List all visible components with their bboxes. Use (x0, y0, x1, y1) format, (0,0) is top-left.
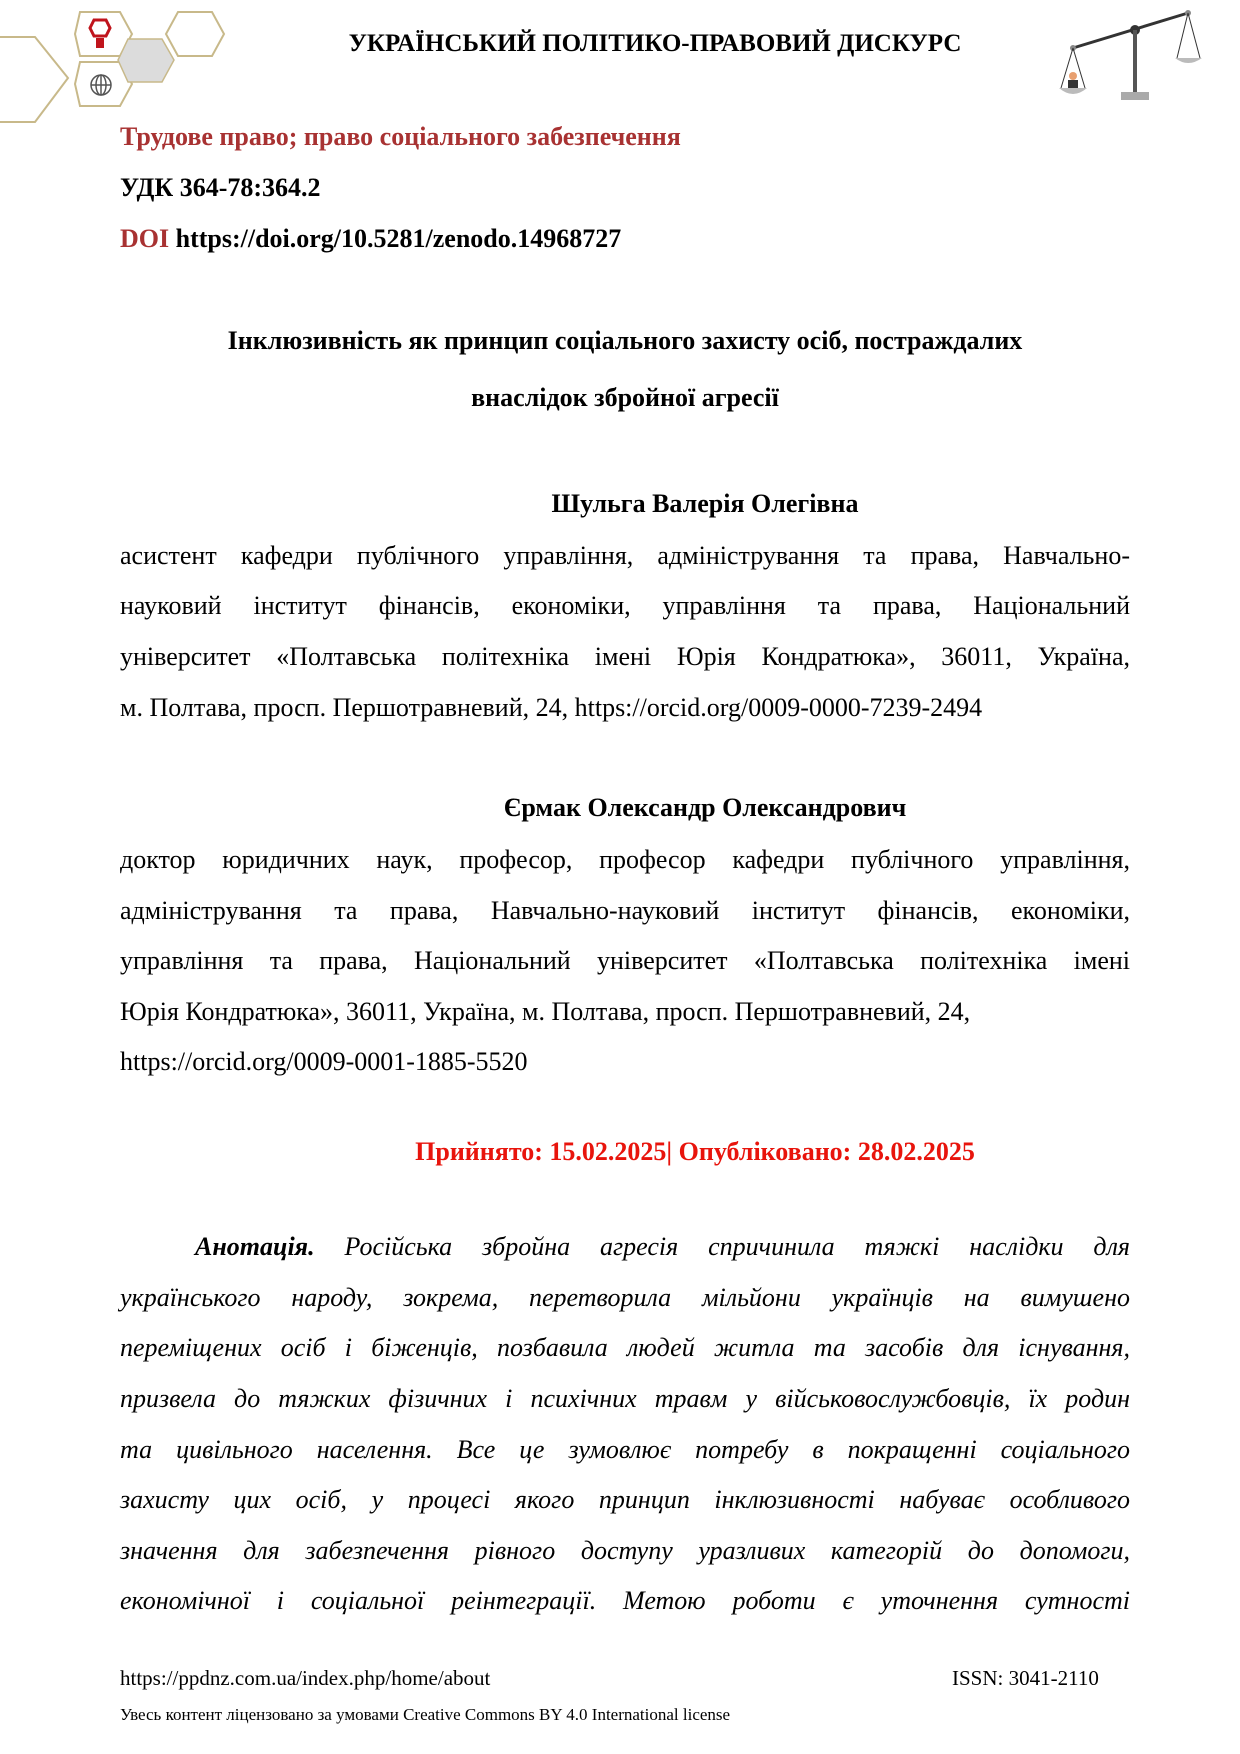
globe-icon (91, 75, 111, 95)
author-name: Єрмак Олександр Олександрович (503, 793, 907, 822)
author-affiliation-line: https://orcid.org/0009-0001-1885-5520 (120, 1047, 528, 1076)
abstract-line: захисту цих осіб, у процесі якого принцип інклюзивності набуває особливого (120, 1485, 1130, 1514)
doi-row (120, 224, 1130, 254)
footer-journal-link[interactable]: https://ppdnz.com.ua/index.php/home/about (120, 1666, 491, 1690)
article-title-line: Інклюзивність як принцип соціального захисту осіб, постраждалих (227, 326, 1023, 355)
article-title-line: внаслідок збройної агресії (471, 383, 779, 412)
publication-dates: Прийнято: 15.02.2025| Опубліковано: 28.02.2025 (415, 1137, 975, 1166)
footer-license: Увесь контент ліцензовано за умовами Creative Commons BY 4.0 International license (120, 1705, 731, 1724)
doi-label: DOI (120, 224, 170, 253)
author-affiliation-line: Юрія Кондратюка», 36011, Україна, м. Полтава, просп. Першотравневий, 24, (120, 997, 971, 1026)
journal-title: УКРАЇНСЬКИЙ ПОЛІТИКО-ПРАВОВИЙ ДИСКУРС (348, 30, 962, 57)
abstract-label: Анотація. (195, 1232, 315, 1261)
abstract-line: українського народу, зокрема, перетворила мільйони українців на вимушено (120, 1283, 1130, 1312)
doi-link[interactable]: https://doi.org/10.5281/zenodo.14968727 (175, 224, 622, 253)
scales-of-justice-icon (1055, 8, 1215, 103)
abstract-line: призвела до тяжких фізичних і психічних травм у військовослужбовців, їх родин (120, 1384, 1130, 1413)
abstract-line: переміщених осіб і біженців, позбавила людей житла та засобів для існування, (120, 1333, 1130, 1362)
author-name: Шульга Валерія Олегівна (551, 489, 859, 518)
author-affiliation-line: університет «Полтавська політехніка імені Юрія Кондратюка», 36011, Україна, (120, 642, 1130, 671)
udk-code: УДК 364-78:364.2 (120, 173, 321, 202)
author-affiliation-line: асистент кафедри публічного управління, адміністрування та права, Навчально- (120, 541, 1130, 570)
section-heading: Трудове право; право соціального забезпечення (120, 122, 681, 151)
footer-issn: ISSN: 3041-2110 (952, 1666, 1099, 1690)
author-affiliation-line: доктор юридичних наук, професор, професор кафедри публічного управління, (120, 845, 1130, 874)
author-affiliation-line: м. Полтава, просп. Першотравневий, 24, https://orcid.org/0009-0000-7239-2494 (120, 693, 983, 722)
author-affiliation-line: науковий інститут фінансів, економіки, управління та права, Національний (120, 591, 1130, 620)
abstract-line: значення для забезпечення рівного доступу уразливих категорій до допомоги, (120, 1536, 1130, 1565)
author-affiliation-line: адміністрування та права, Навчально-науковий інститут фінансів, економіки, (120, 896, 1130, 925)
abstract-line: економічної і соціальної реінтеграції. Метою роботи є уточнення сутності (120, 1586, 1130, 1615)
journal-logo (0, 0, 240, 130)
abstract-line (195, 1232, 1130, 1262)
abstract-text: Російська збройна агресія спричинила тяжкі наслідки для (344, 1232, 1131, 1261)
author-affiliation-line: управління та права, Національний університет «Полтавська політехніка імені (120, 946, 1130, 975)
abstract-line: та цивільного населення. Все це зумовлює потребу в покращенні соціального (120, 1435, 1130, 1464)
